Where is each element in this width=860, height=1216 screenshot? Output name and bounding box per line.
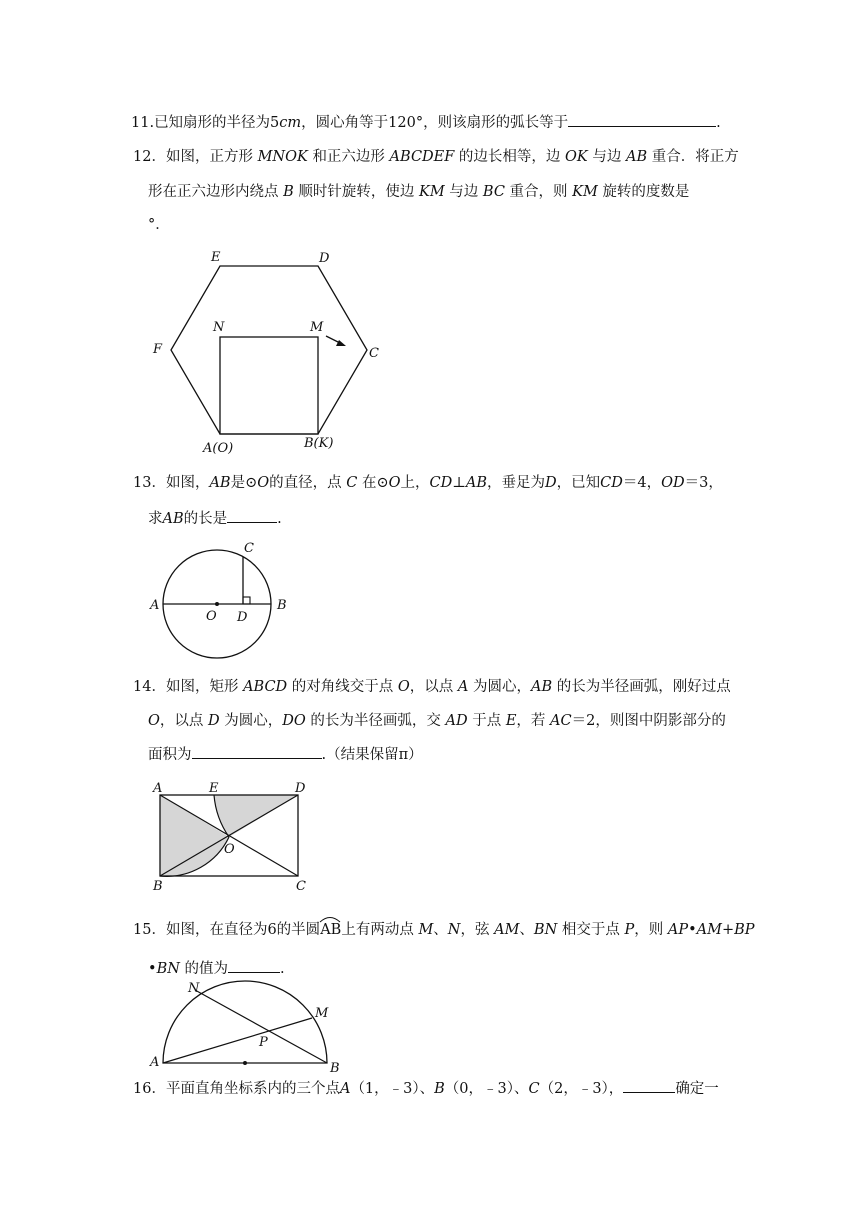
q11-number: 11. xyxy=(131,115,155,131)
q14-text: 为圆心， xyxy=(224,713,283,729)
q12-text: 与边 xyxy=(592,149,622,165)
q12-var: KM xyxy=(572,184,598,200)
q16-var: A xyxy=(339,1081,351,1097)
q14-number: 14． xyxy=(133,679,166,695)
q15-var: BN xyxy=(156,961,180,977)
q13-var: D xyxy=(545,475,557,491)
q14-var: DO xyxy=(282,713,306,729)
q13-var: C xyxy=(346,475,358,491)
label-C: C xyxy=(244,541,254,556)
q12-number: 12． xyxy=(133,149,166,165)
q12-text: 重合，则 xyxy=(509,184,568,200)
q15-text: ，弦 xyxy=(460,922,490,938)
q16-var: B xyxy=(434,1081,445,1097)
semicircle-figure xyxy=(145,976,345,1076)
q13-var: AB xyxy=(162,511,184,527)
q14-var: ABCD xyxy=(243,679,288,695)
q16-text: （1，﹣3）、 xyxy=(350,1081,435,1097)
q13-var: CD xyxy=(600,475,623,491)
q15-text: 相交于点 xyxy=(561,922,620,938)
label-A: A xyxy=(150,1055,160,1070)
q14-text: 的长为半径画弧，交 xyxy=(310,713,441,729)
q15-arc-notation xyxy=(320,920,341,940)
q13-var: CD xyxy=(429,475,453,491)
circle-figure xyxy=(145,535,305,655)
q13-text: 的长是 xyxy=(183,511,228,527)
q13-var: O xyxy=(257,475,270,491)
q14-var: E xyxy=(505,713,517,729)
question-14-line-1 xyxy=(133,677,731,697)
q15-text: 的值为 xyxy=(184,961,229,977)
q12-text: 和正六边形 xyxy=(312,149,385,165)
q14-var: D xyxy=(208,713,220,729)
q11-text-2: ，圆心角等于120°，则该扇形的弧长等于 xyxy=(301,115,569,131)
label-D: D xyxy=(319,251,330,266)
q14-text: ，若 xyxy=(516,713,546,729)
q15-var: AM xyxy=(494,922,520,938)
q12-text: 与边 xyxy=(449,184,479,200)
q13-text: ⊥ xyxy=(452,475,466,491)
q13-text: 求 xyxy=(148,511,163,527)
q16-text: 确定一 xyxy=(675,1081,719,1097)
q12-var: ABCDEF xyxy=(389,149,455,165)
label-M: M xyxy=(310,320,324,335)
q14-var: O xyxy=(397,679,410,695)
label-B-K: B(K) xyxy=(304,436,334,451)
question-11 xyxy=(131,112,721,133)
q12-text: 的边长相等，边 xyxy=(458,149,561,165)
q12-var: BC xyxy=(482,184,505,200)
label-A: A xyxy=(153,781,163,796)
q15-text: 上有两动点 xyxy=(341,922,414,938)
q13-text: ＝4， xyxy=(622,475,662,491)
question-15-line-1 xyxy=(133,920,755,940)
label-B: B xyxy=(277,598,287,613)
label-A: A xyxy=(150,598,160,613)
q14-var: O xyxy=(148,713,160,729)
q14-text: ，以点 xyxy=(409,679,454,695)
hexagon-square-figure xyxy=(145,245,385,455)
q15-end: . xyxy=(280,961,285,977)
q13-var: OD xyxy=(661,475,685,491)
q15-var: M xyxy=(418,922,434,938)
q16-answer-blank xyxy=(623,1078,675,1093)
q14-text: 如图，矩形 xyxy=(165,679,239,695)
q15-answer-blank xyxy=(228,958,280,973)
q13-text: 如图， xyxy=(165,475,210,491)
q12-text: 重合．将正方 xyxy=(651,149,739,165)
label-D: D xyxy=(295,781,306,796)
arc-mark-icon xyxy=(319,915,341,923)
q15-var: P xyxy=(624,922,635,938)
q15-text: • xyxy=(148,961,157,977)
q13-var: AB xyxy=(209,475,231,491)
q16-text: 平面直角坐标系内的三个点 xyxy=(165,1081,340,1097)
label-M: M xyxy=(315,1006,329,1021)
q14-text: 为圆心， xyxy=(473,679,531,695)
q14-var: AB xyxy=(531,679,553,695)
q14-text: .（结果保留π） xyxy=(321,747,423,763)
q15-var: N xyxy=(447,922,461,938)
label-P: P xyxy=(259,1035,268,1050)
q13-var: AB xyxy=(465,475,488,491)
label-A-O: A(O) xyxy=(203,441,234,456)
q14-var: A xyxy=(457,679,469,695)
question-13-line-2 xyxy=(148,508,282,529)
rectangle-figure xyxy=(148,778,323,893)
q15-var: AB xyxy=(320,922,342,938)
q16-text: （0，﹣3）、 xyxy=(444,1081,529,1097)
q13-var: O xyxy=(388,475,401,491)
q14-text: 的对角线交于点 xyxy=(291,679,394,695)
q12-text: 旋转的度数是 xyxy=(602,184,690,200)
q12-var: AB xyxy=(625,149,648,165)
q11-answer-blank xyxy=(568,112,716,127)
label-C: C xyxy=(296,879,306,894)
q13-text: ，垂足为 xyxy=(487,475,546,491)
q13-text: ＝3， xyxy=(684,475,723,491)
q15-expression: AP•AM+BP xyxy=(667,922,755,938)
q14-answer-blank xyxy=(192,744,322,759)
label-E: E xyxy=(209,781,219,796)
q15-number: 15． xyxy=(133,922,166,938)
label-B: B xyxy=(330,1061,340,1076)
q14-text: 面积为 xyxy=(148,747,192,763)
question-12-line-1 xyxy=(133,147,739,167)
q15-text: 、 xyxy=(433,922,448,938)
q12-var: OK xyxy=(565,149,588,165)
q11-unit: cm xyxy=(279,115,302,131)
q13-answer-blank xyxy=(227,508,277,523)
label-F: F xyxy=(153,342,163,357)
q12-text: 如图，正方形 xyxy=(165,149,253,165)
q12-var: MNOK xyxy=(257,149,308,165)
q11-end: . xyxy=(716,115,721,131)
label-N: N xyxy=(213,320,225,335)
q16-text: （2，﹣3）， xyxy=(539,1081,624,1097)
q13-text: 是⊙ xyxy=(230,475,258,491)
question-12-line-3: °． xyxy=(148,217,170,233)
q13-text: 的直径，点 xyxy=(269,475,342,491)
q12-var: B xyxy=(283,184,294,200)
question-16 xyxy=(133,1078,719,1099)
q14-text: ，以点 xyxy=(159,713,204,729)
label-D: D xyxy=(237,610,248,625)
q13-end: . xyxy=(277,511,282,527)
q13-text: 在⊙ xyxy=(361,475,389,491)
q14-text: ＝2，则图中阴影部分的 xyxy=(571,713,726,729)
question-14-line-2 xyxy=(148,711,726,731)
question-12-line-2 xyxy=(148,182,689,202)
label-O: O xyxy=(224,842,235,857)
label-B: B xyxy=(153,879,163,894)
q12-text: 形在正六边形内绕点 xyxy=(148,184,279,200)
q14-var: AC xyxy=(550,713,572,729)
q16-number: 16． xyxy=(133,1081,166,1097)
q13-text: ，已知 xyxy=(556,475,601,491)
q15-text: 、 xyxy=(519,922,534,938)
q14-text: 于点 xyxy=(472,713,502,729)
label-N: N xyxy=(188,981,200,996)
q15-text: ，则 xyxy=(634,922,664,938)
label-C: C xyxy=(369,346,379,361)
q12-var: KM xyxy=(418,184,445,200)
q12-text: 顺时针旋转，使边 xyxy=(298,184,415,200)
q15-text: 如图，在直径为6的半圆 xyxy=(165,922,321,938)
q14-var: AD xyxy=(445,713,468,729)
q14-text: 的长为半径画弧，刚好过点 xyxy=(556,679,731,695)
label-E: E xyxy=(211,250,221,265)
q13-text: 上， xyxy=(400,475,430,491)
question-13-line-1 xyxy=(133,473,723,493)
q11-text-1: 已知扇形的半径为5 xyxy=(154,115,280,131)
q16-var: C xyxy=(528,1081,540,1097)
question-14-line-3 xyxy=(148,744,423,765)
label-O: O xyxy=(206,609,217,624)
q13-number: 13． xyxy=(133,475,166,491)
q15-var: BN xyxy=(533,922,558,938)
